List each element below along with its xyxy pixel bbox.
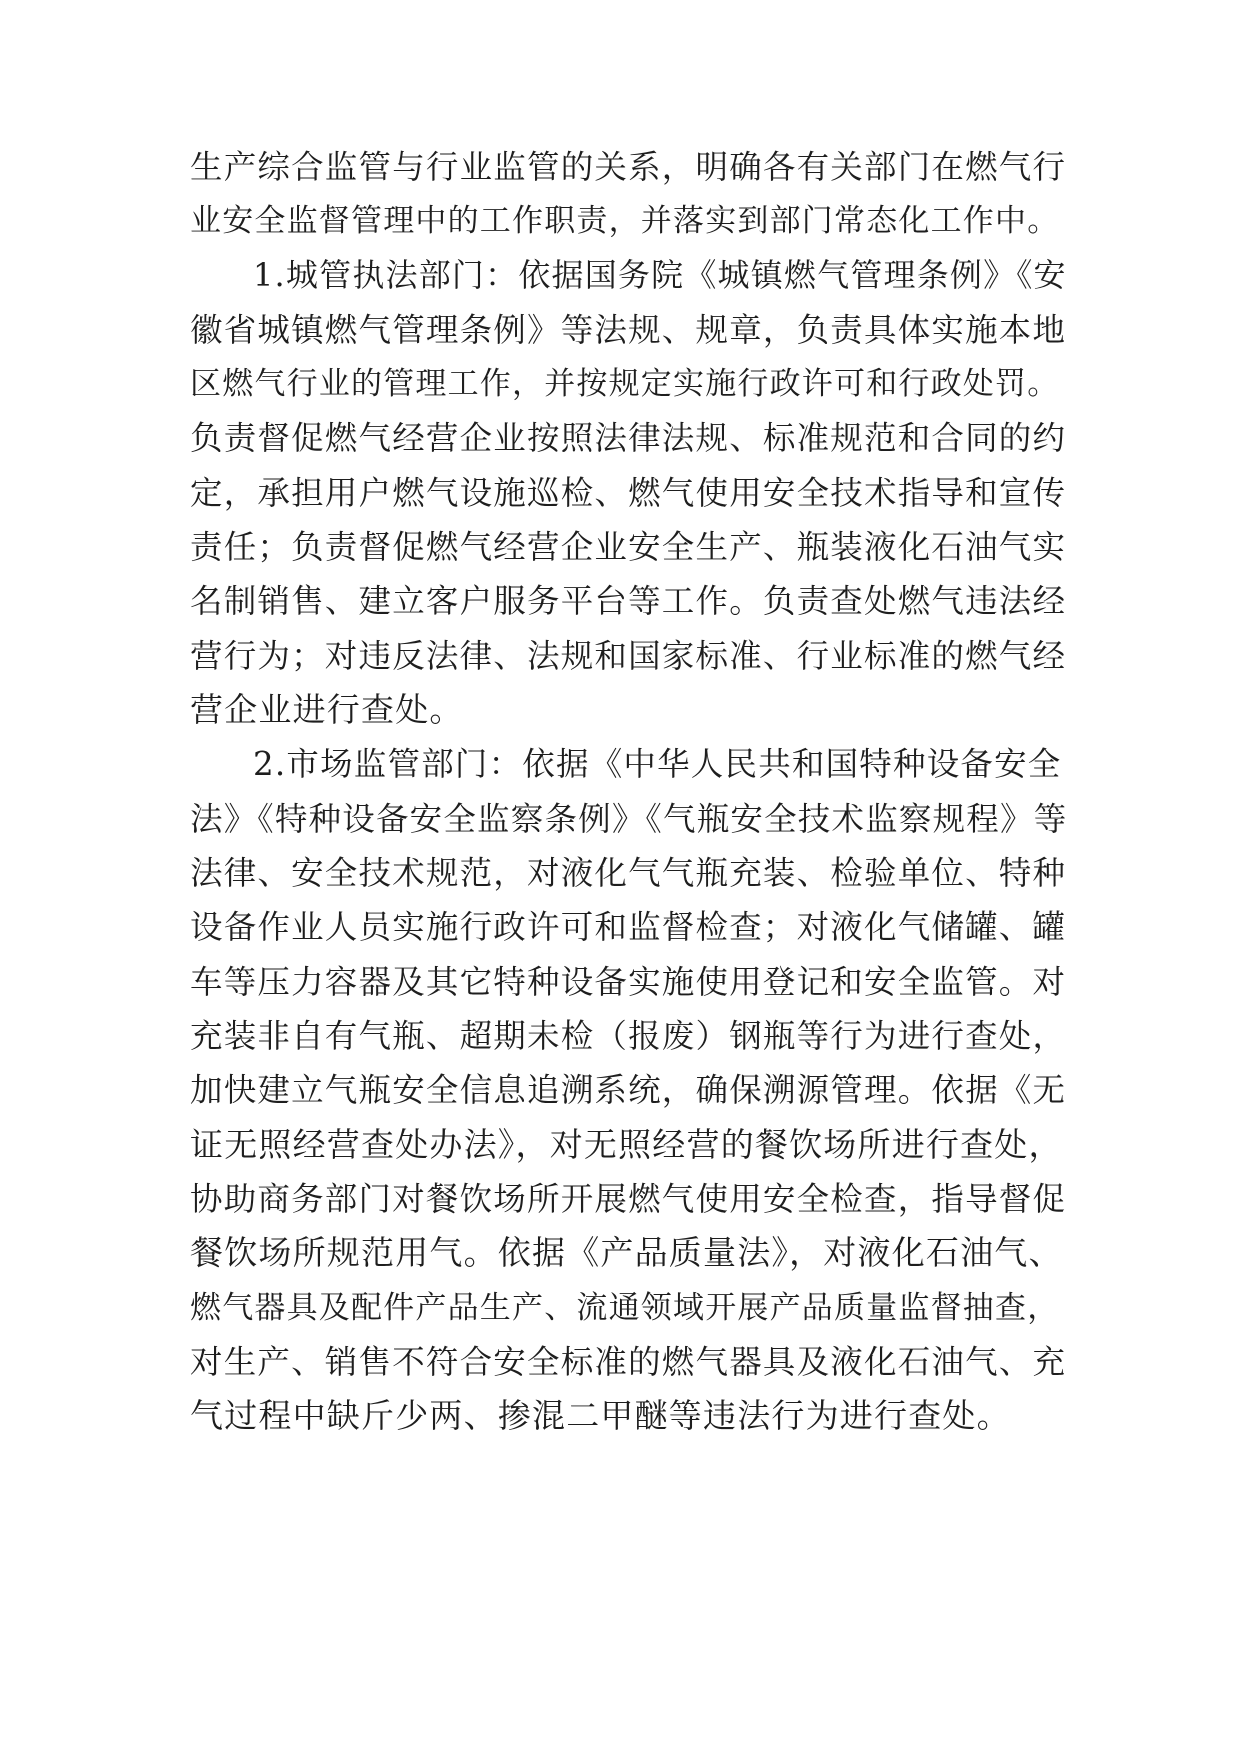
text-line: 餐饮场所规范用气。依据《产品质量法》，对液化石油气、: [190, 1233, 1063, 1272]
text-line: 协助商务部门对餐饮场所开展燃气使用安全检查，指导督促: [190, 1180, 1067, 1218]
text-line: 气过程中缺斤少两、掺混二甲醚等违法行为进行查处。: [190, 1396, 1011, 1435]
text-line: 生产综合监管与行业监管的关系，明确各有关部门在燃气行: [190, 148, 1067, 186]
text-line: 营企业进行查处。: [190, 690, 464, 729]
text-line: 证无照经营查处办法》，对无照经营的餐饮场所进行查处，: [190, 1125, 1063, 1164]
paragraph-1-first-line: 1.城管执法部门：依据国务院《城镇燃气管理条例》《安: [253, 256, 1067, 294]
text-line: 责任；负责督促燃气经营企业安全生产、瓶装液化石油气实: [190, 528, 1067, 566]
paragraph-2-first-line: 2.市场监管部门：依据《中华人民共和国特种设备安全: [253, 745, 1062, 783]
text-line: 徽省城镇燃气管理条例》等法规、规章，负责具体实施本地: [190, 311, 1067, 349]
text-line: 车等压力容器及其它特种设备实施使用登记和安全监管。对: [190, 963, 1067, 1001]
text-line: 设备作业人员实施行政许可和监督检查；对液化气储罐、罐: [190, 908, 1067, 946]
text-line: 定，承担用户燃气设施巡检、燃气使用安全技术指导和宣传: [190, 474, 1067, 512]
text-line: 营行为；对违反法律、法规和国家标准、行业标准的燃气经: [190, 637, 1067, 675]
text-line: 充装非自有气瓶、超期未检（报废）钢瓶等行为进行查处，: [190, 1017, 1067, 1055]
text-line: 名制销售、建立客户服务平台等工作。负责查处燃气违法经: [190, 582, 1067, 620]
text-line: 加快建立气瓶安全信息追溯系统，确保溯源管理。依据《无: [190, 1071, 1067, 1109]
text-line: 法律、安全技术规范，对液化气气瓶充装、检验单位、特种: [190, 854, 1067, 892]
text-line: 对生产、销售不符合安全标准的燃气器具及液化石油气、充: [190, 1343, 1067, 1381]
text-line: 负责督促燃气经营企业按照法律法规、标准规范和合同的约: [190, 419, 1067, 457]
text-line: 区燃气行业的管理工作，并按规定实施行政许可和行政处罚。: [190, 366, 1060, 402]
text-line: 燃气器具及配件产品生产、流通领域开展产品质量监督抽查，: [190, 1290, 1060, 1326]
text-line: 业安全监督管理中的工作职责，并落实到部门常态化工作中。: [190, 203, 1060, 239]
text-line: 法》《特种设备安全监察条例》《气瓶安全技术监察规程》等: [190, 800, 1068, 838]
